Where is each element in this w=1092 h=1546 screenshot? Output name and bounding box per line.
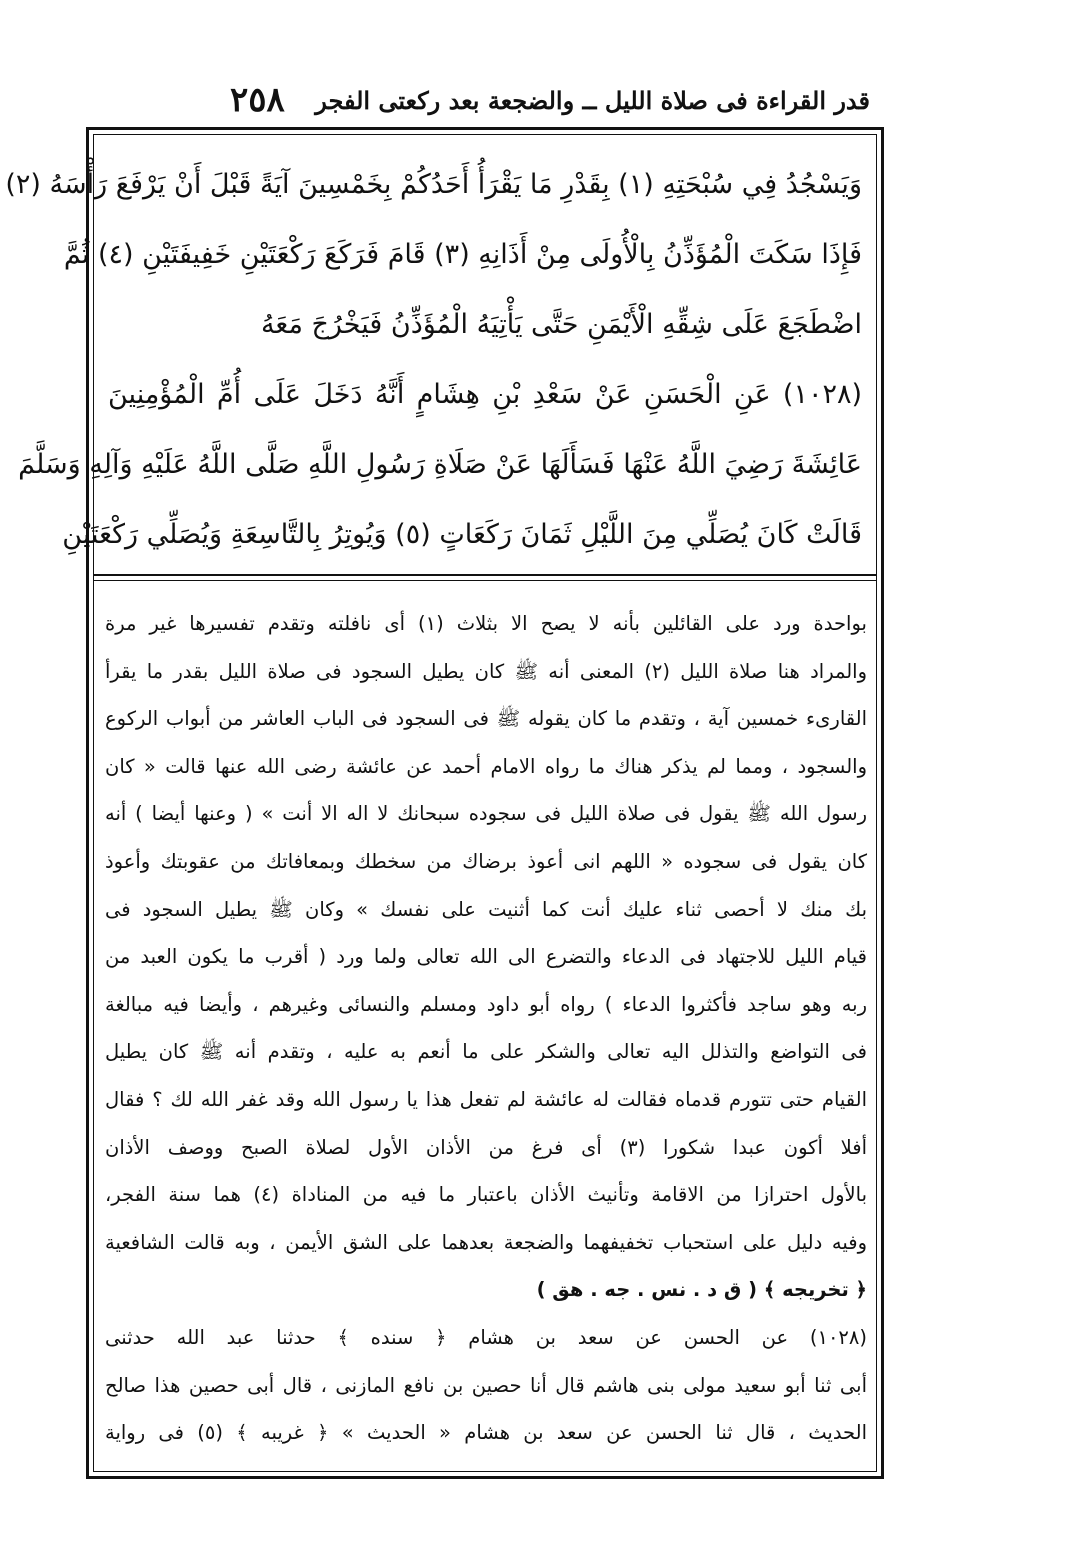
hadith-line: (١٠٢٨) عَنِ الْحَسَنِ عَنْ سَعْدِ بْنِ هِشَامٍ أَنَّهُ دَخَلَ عَلَى أُمِّ الْمُؤْمِنِينَ [108,379,862,410]
commentary-line: الحديث ، قال ثنا الحسن عن سعد بن هشام « الحديث » ﴿ غريبه ﴾ (٥) فى رواية [105,1421,868,1445]
running-header [230,78,870,122]
commentary-line: أبى ثنا أبو سعيد مولى بنى هاشم قال أنا حصين بن نافع المازنى ، قال أبى حصين هذا صالح [105,1373,867,1397]
running-title: قدر القراءة فى صلاة الليل ــ والضجعة بعد ركعتى الفجر [315,85,870,115]
commentary-line: بواحدة ورد على القائلين بأنه لا يصح الا بثلاث (١) أى نافلته وتقدم تفسيرها غير مرة [105,612,867,635]
page-number: ٢٥٨ [230,80,285,120]
commentary-line: فى التواضع والتذلل اليه تعالى والشكر على ما أنعم به عليه ، وتقدم أنه ﷺ كان يطيل [105,1040,867,1064]
section-divider [93,574,877,576]
hadith-line: وَيَسْجُدُ فِي سُبْحَتِهِ (١) بِقَدْرِ مَا يَقْرَأُ أَحَدُكُمْ بِخَمْسِينَ آيَةً قَبْلَ أَنْ يَرْفَعَ رَأْسَهُ (٢) [5,169,862,200]
takhrij-line: ﴿ تخريجه ﴾ ( ق د . نس . جه . هق ) [536,1278,867,1302]
commentary-line: أفلا أكون عبدا شكورا (٣) أى فرغ من الأذان الأول لصلاة الصبح ووصف الأذان [105,1135,867,1159]
commentary-line: كان يقول فى سجوده « اللهم انى أعوذ برضاك من سخطك وبمعافاتك من عقوبتك وأعوذ [105,849,867,873]
commentary-line: قيام الليل للاجتهاد فى الدعاء والتضرع الى الله تعالى ولما ورد ( أقرب ما يكون العبد من [105,945,867,969]
commentary-line: القيام حتى تتورم قدماه فقالت له عائشة لم تفعل هذا يا رسول الله وقد غفر الله لك ؟ فقال [105,1087,867,1111]
commentary-line: ربه وهو ساجد فأكثروا الدعاء ) رواه أبو داود ومسلم والنسائى وغيرهم ، وأيضا فيه مبالغة [105,992,867,1016]
hadith-line: فَإِذَا سَكَتَ الْمُؤَذِّنُ بِالْأُولَى مِنْ أَذَانِهِ (٣) قَامَ فَرَكَعَ رَكْعَتَيْنِ خَفِيفَتَيْنِ (٤) ثُمَّ [63,239,862,270]
commentary-line: والسجود ، ومما لم يذكر هناك ما رواه الامام أحمد عن عائشة رضى الله عنها قالت « كان [105,754,867,778]
commentary-line: بالأول احترازا من الاقامة وتأنيث الأذان باعتبار ما فيه من المناداة (٤) هما سنة الفجر، [105,1183,867,1207]
section-divider-thin [93,580,877,581]
hadith-line: عَائِشَةَ رَضِيَ اللَّهُ عَنْهَا فَسَأَلَهَا عَنْ صَلَاةِ رَسُولِ اللَّهِ صَلَّى اللَّهُ عَلَيْهِ وَآلِهِ وَسَلَّمَ [18,449,862,480]
commentary-line: بك منك لا أحصى ثناء عليك أنت كما أثنيت على نفسك » وكان ﷺ يطيل السجود فى [105,897,867,921]
hadith-line: قَالَتْ كَانَ يُصَلِّي مِنَ اللَّيْلِ ثَمَانَ رَكَعَاتٍ (٥) وَيُوتِرُ بِالتَّاسِعَةِ وَيُصَلِّي رَكْعَتَيْنِ [62,519,862,550]
commentary-text-block [105,600,867,1457]
commentary-line: رسول الله ﷺ يقول فى صلاة الليل فى سجوده سبحانك لا اله الا أنت » ( وعنها أيضا ) أنه [105,802,867,826]
commentary-line: والمراد هنا صلاة الليل (٢) المعنى أنه ﷺ كان يطيل السجود فى صلاة الليل بقدر ما يقرأ [105,659,868,683]
commentary-line: وفيه دليل على استحباب تخفيفهما والضجعة بعدهما على الشق الأيمن ، وبه قالت الشافعية [105,1230,867,1254]
hadith-text-block [5,150,862,570]
hadith-line: اضْطَجَعَ عَلَى شِقِّهِ الْأَيْمَنِ حَتَّى يَأْتِيَهُ الْمُؤَذِّنُ فَيَخْرُجَ مَعَهُ [260,309,862,340]
commentary-line: القارىء خمسين آية ، وتقدم ما كان يقوله ﷺ فى السجود فى الباب العاشر من أبواب الركوع [105,707,867,731]
commentary-line: (١٠٢٨) عن الحسن عن سعد بن هشام ﴿ سنده ﴾ حدثنا عبد الله حدثنى [105,1325,867,1349]
